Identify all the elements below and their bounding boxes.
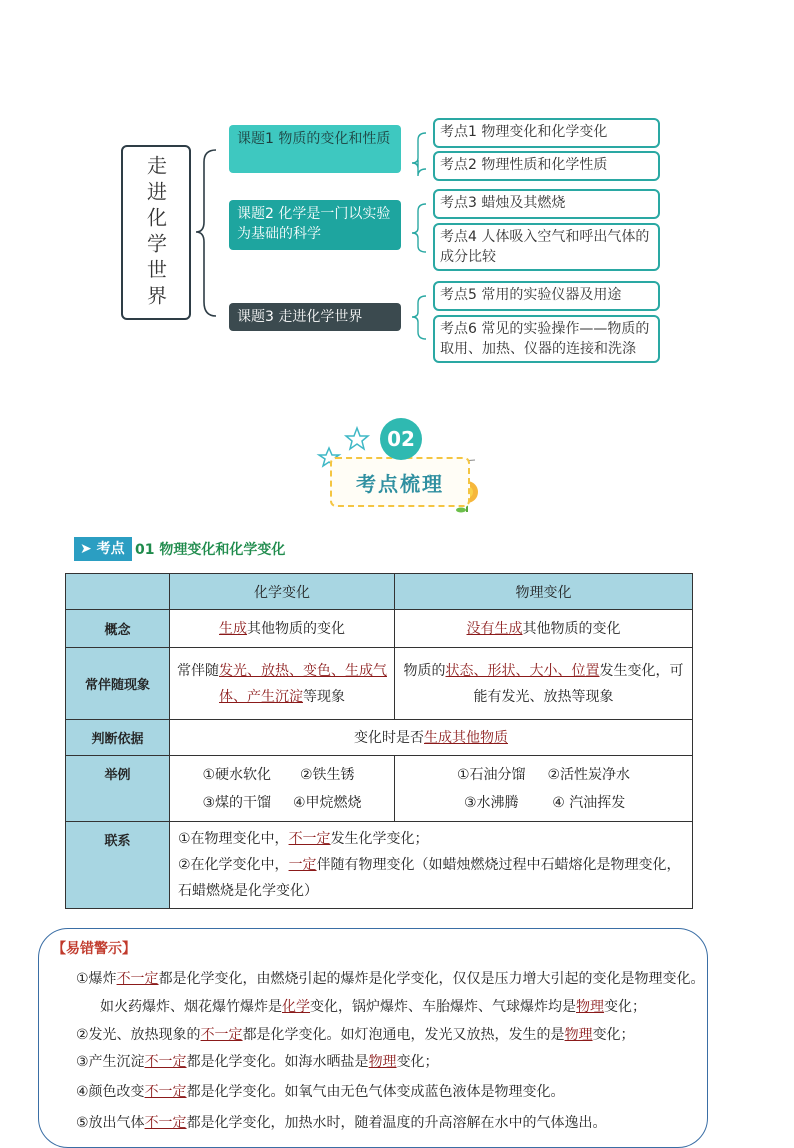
example-item: ②铁生锈 — [300, 766, 355, 783]
line-text: 变化； — [604, 999, 646, 1015]
mindmap-root-label: 走进化学世界 — [143, 154, 168, 311]
table-corner — [66, 574, 170, 610]
table-row — [66, 822, 693, 909]
table-row — [66, 756, 693, 822]
example-item: ④ 汽油挥发 — [552, 794, 626, 811]
lesson-2: 课题2 化学是一门以实验为基础的科学 — [229, 200, 401, 250]
table-row — [66, 720, 693, 756]
cell-text: ①在物理变化中， — [178, 831, 289, 847]
underline-text: 生成 — [219, 620, 247, 637]
point-1: 考点1 物理变化和化学变化 — [433, 118, 660, 148]
line-text: ②发光、放热现象的 — [76, 1027, 201, 1043]
example-item: ①石油分馏 — [456, 766, 526, 783]
point-6: 考点6 常见的实验操作——物质的取用、加热、仪器的连接和洗涤 — [433, 315, 660, 363]
point-3: 考点3 蜡烛及其燃烧 — [433, 189, 660, 219]
line-text: ③产生沉淀 — [76, 1054, 145, 1070]
lesson-1: 课题1 物质的变化和性质 — [229, 125, 401, 173]
example-item: ①硬水软化 — [202, 766, 271, 783]
example-item: ④甲烷燃烧 — [293, 794, 362, 811]
line-text: 都是化学变化。如灯泡通电，发光又放热，发生的是 — [242, 1027, 565, 1043]
cell-text: 伴随有物理变化（如蜡烛燃烧过程中石蜡熔化是物理变化，石蜡燃烧是化学变化） — [178, 857, 681, 899]
table-header-row — [66, 574, 693, 610]
kaodian-tag — [74, 537, 132, 561]
section-number-badge: 02 — [380, 418, 422, 460]
line-text: ①爆炸 — [76, 971, 117, 987]
warning-line-4 — [76, 1051, 439, 1071]
phenomena-chem — [170, 648, 395, 720]
relation-cell — [170, 822, 693, 909]
line-text: 变化； — [592, 1027, 635, 1043]
mindmap-root — [121, 145, 191, 320]
warning-line-3 — [76, 1024, 635, 1044]
phenomena-phys — [395, 648, 693, 720]
underline-text: 物理 — [564, 1027, 593, 1043]
warning-line-2 — [100, 996, 646, 1016]
line-text: ④颜色改变 — [76, 1084, 145, 1100]
basis-cell — [170, 720, 693, 756]
underline-text: 不一定 — [144, 1054, 187, 1070]
row-label-concept: 概念 — [66, 610, 170, 648]
line-text: 都是化学变化。如氧气由无色气体变成蓝色液体是物理变化。 — [186, 1084, 565, 1100]
point-4: 考点4 人体吸入空气和呼出气体的成分比较 — [433, 223, 660, 271]
point-2: 考点2 物理性质和化学性质 — [433, 151, 660, 181]
comparison-table — [65, 573, 693, 909]
point-5: 考点5 常用的实验仪器及用途 — [433, 281, 660, 311]
header-phys: 物理变化 — [395, 574, 693, 610]
underline-text: 不一定 — [144, 1115, 187, 1131]
example-item: ②活性炭净水 — [547, 766, 631, 783]
table-row — [66, 610, 693, 648]
cell-text: 常伴随 — [177, 662, 219, 679]
cell-text: 发生变化，可能有发光、放热等现象 — [473, 662, 684, 705]
underline-text: 物理 — [368, 1054, 397, 1070]
kaodian-title: 01 物理变化和化学变化 — [135, 542, 286, 558]
example-item: ③煤的干馏 — [202, 794, 271, 811]
row-label-phenomena: 常伴随现象 — [66, 648, 170, 720]
cell-text: 其他物质的变化 — [247, 620, 345, 637]
line-text: 都是化学变化。如海水晒盐是 — [186, 1054, 369, 1070]
cell-text: 物质的 — [403, 662, 446, 679]
cell-text: 其他物质的变化 — [522, 620, 621, 637]
line-text: 都是化学变化，加热水时，随着温度的升高溶解在水中的气体逸出。 — [186, 1115, 607, 1131]
warning-line-5 — [76, 1081, 565, 1101]
concept-phys — [395, 610, 693, 648]
lesson-3: 课题3 走进化学世界 — [229, 303, 401, 331]
concept-chem — [170, 610, 395, 648]
underline-text: 化学 — [282, 999, 310, 1015]
line-text: 变化； — [396, 1054, 439, 1070]
cell-text: 等现象 — [303, 688, 345, 705]
warning-title: 【易错警示】 — [52, 941, 136, 957]
row-label-relation: 联系 — [66, 822, 170, 909]
underline-text: 不一定 — [200, 1027, 243, 1043]
star-icon — [346, 428, 368, 449]
arrow-icon: ➤ — [80, 541, 97, 557]
header-chem: 化学变化 — [170, 574, 395, 610]
underline-text: 不一定 — [144, 1084, 187, 1100]
warning-line-6 — [76, 1112, 607, 1132]
warning-line-1 — [76, 968, 705, 988]
row-label-examples: 举例 — [66, 756, 170, 822]
kaodian-tag-label: 考点 — [96, 541, 125, 557]
underline-text: 不一定 — [288, 831, 331, 847]
examples-chem — [170, 756, 395, 822]
cell-text: 发生化学变化； — [330, 831, 429, 847]
section-title: 考点梳理 — [356, 472, 444, 496]
underline-text: 物理 — [576, 999, 604, 1015]
underline-text: 一定 — [288, 857, 317, 873]
relation-line-1 — [178, 826, 684, 852]
line-text: 如火药爆炸、烟花爆竹爆炸是 — [100, 999, 282, 1015]
line-text: 变化，锅炉爆炸、车胎爆炸、气球爆炸均是 — [310, 999, 576, 1015]
underline-text: 发光、放热、变色、生成气体、产生沉淀 — [219, 662, 387, 705]
table-row — [66, 648, 693, 720]
row-label-basis: 判断依据 — [66, 720, 170, 756]
cell-text: ②在化学变化中， — [178, 857, 289, 873]
underline-text: 不一定 — [116, 971, 159, 987]
example-item: ③水沸腾 — [463, 794, 519, 811]
line-text: 都是化学变化，由燃烧引起的爆炸是化学变化，仅仅是压力增大引起的变化是物理变化。 — [158, 971, 705, 987]
underline-text: 状态、形状、大小、位置 — [445, 662, 600, 679]
examples-phys — [395, 756, 693, 822]
line-text: ⑤放出气体 — [76, 1115, 145, 1131]
underline-text: 没有生成 — [466, 620, 523, 637]
relation-line-2 — [178, 852, 684, 904]
cell-text: 变化时是否 — [354, 729, 424, 746]
underline-text: 生成其他物质 — [424, 729, 508, 746]
